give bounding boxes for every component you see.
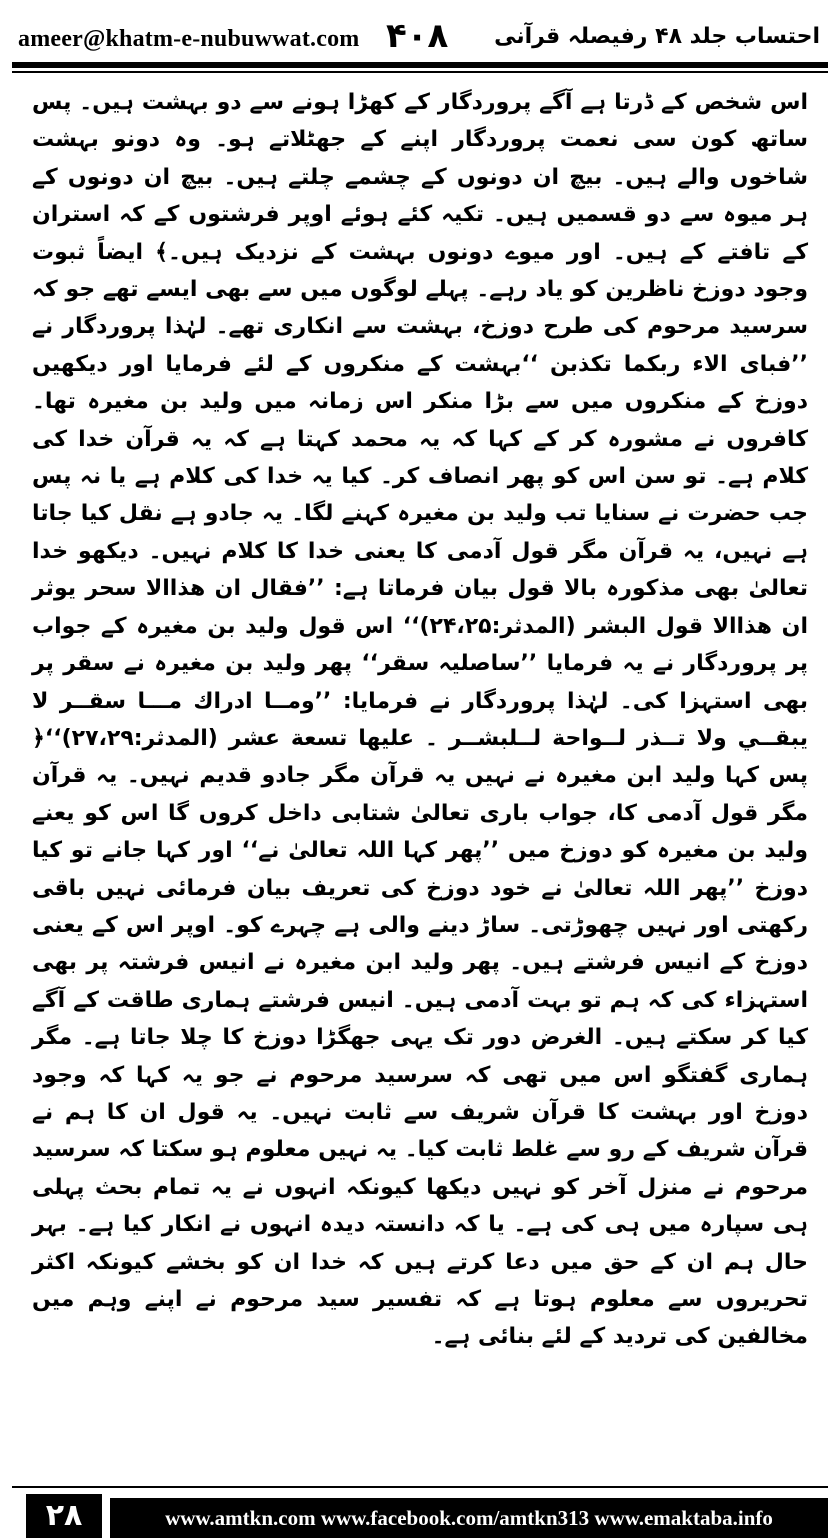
header-rule-thin <box>12 71 828 73</box>
header-page-number: ۴۰۸ <box>386 16 449 56</box>
footer-links: www.amtkn.com www.facebook.com/amtkn313 www.emaktaba.info <box>110 1498 828 1538</box>
body-paragraph: اس شخص کے ڈرتا ہے آگے پروردگار کے کھڑا ہونے سے دو بہشت ہیں۔ پس ساتھ کون سی نعمت پروردگار اپنے کے جھٹلاتے ہو۔ وہ دونو بہشت شاخوں والے ہیں۔ بیچ ان دونوں کے چشمے چلتے ہیں۔ بیچ ان دونوں کے ہر میوہ سے دو قسمیں ہیں۔ تکیہ کئے ہوئے اوپر فرشتوں کے کہ استران کے تافتے کے ہیں۔ اور میوے دونوں بہشت کے نزدیک ہیں۔﴾ ایضاً ثبوت وجود دوزخ ناظرین کو یاد رہے۔ پہلے لوگوں میں سے بھی ایسے تھے جو کہ سرسید مرحوم کی طرح دوزخ، بہشت سے انکاری تھے۔ لہٰذا پروردگار نے ’’فبای الاء ربکما تکذبن ‘‘بہشت کے منکروں کے لئے فرمایا اور دیکھیں دوزخ کے منکروں میں سے بڑا منکر اس زمانہ میں ولید بن مغیرہ تھا۔ کافروں نے مشورہ کر کے کہا کہ یہ محمد کہتا ہے کہ یہ قرآن خدا کی کلام ہے۔ تو سن اس کو پھر انصاف کر۔ کیا یہ خدا کی کلام ہے یا نہ پس جب حضرت نے سنایا تب ولید بن مغیرہ کہنے لگا۔ یہ جادو ہے نقل کیا جاتا ہے نہیں، یہ قرآن مگر قول آدمی کا یعنی خدا کا کلام نہیں۔ دیکھو خدا تعالیٰ بھی مذکورہ بالا قول بیان فرماتا ہے: ’’فقال ان هذاالا سحر يوثر ان هذاالا قول البشر (المدثر:۲۴،۲۵)‘‘ اس قول ولید بن مغیرہ کے جواب پر پروردگار نے یہ فرمایا ’’ساصلیہ سقر‘‘ پھر ولید بن مغیرہ نے سقر پر بھی استہزا کی۔ لہٰذا پروردگار نے فرمایا: ’’ومــا ادراك مـــا سقــر لا يبقــي ولا تــذر لــواحة لــلبشــر ۔ عليها تسعة عشر (المدثر:۲۷،۲۹)‘‘﴿ پس کہا ولید ابن مغیرہ نے نہیں یہ قرآن مگر جادو قدیم نہیں۔ یہ قرآن مگر قول آدمی کا، جواب باری تعالیٰ شتابی داخل کروں گا اس کو یعنے ولید بن مغیرہ کو دوزخ میں ’’پھر کہا اللہ تعالیٰ نے‘‘ اور کہا جانے تو کیا دوزخ ’’پھر اللہ تعالیٰ نے خود دوزخ کی تعریف بیان فرمائی نہیں باقی رکھتی اور نہیں چھوڑتی۔ ساڑ دینے والی ہے چہرے کو۔ اوپر اس کے یعنی دوزخ کے انیس فرشتے ہیں۔ پھر ولید ابن مغیرہ نے انیس فرشتہ پر بھی استہزاء کی کہ ہم تو بہت آدمی ہیں۔ انیس فرشتے ہماری طاقت کے آگے کیا کر سکتے ہیں۔ الغرض دور تک یہی جھگڑا دوزخ کا چلا جاتا ہے۔ مگر ہماری گفتگو اس میں تھی کہ سرسید مرحوم نے جو یہ کہا کہ وجود دوزخ اور بہشت کا قرآن شریف سے ثابت نہیں۔ یہ قول ان کا ہم نے قرآن شریف کے رو سے غلط ثابت کیا۔ یہ نہیں معلوم ہو سکتا کہ سرسید مرحوم نے منزل آخر کو نہیں دیکھا کیونکہ انہوں نے یہ تمام بحث پہلی ہی سپارہ میں ہی کی ہے۔ یا کہ دانستہ دیدہ انہوں نے انکار کیا ہے۔ بہر حال ہم ان کے حق میں دعا کرتے ہیں کہ خدا ان کو بخشے کیونکہ اکثر تحریروں سے معلوم ہوتا ہے کہ تفسیر سید مرحوم نے اپنے وہم میں مخالفین کی تردید کے لئے بنائی ہے۔ <box>32 90 808 1350</box>
header-email: ameer@khatm-e-nubuwwat.com <box>18 26 360 52</box>
footer-page-number: ۲۸ <box>26 1494 102 1538</box>
header-book-title: احتساب جلد ۴۸ رفیصلہ قرآنی <box>494 24 820 49</box>
header-rule-thick <box>12 62 828 68</box>
footer-rule <box>12 1486 828 1488</box>
page-header <box>14 18 826 64</box>
page-body <box>32 84 808 1356</box>
